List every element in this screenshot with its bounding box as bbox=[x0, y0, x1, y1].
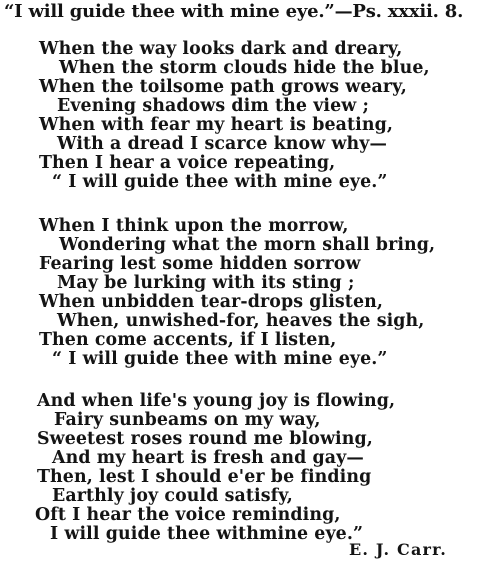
poem-line: Sweetest roses round me blowing, bbox=[37, 429, 373, 449]
poem-line: Earthly joy could satisfy, bbox=[52, 486, 293, 506]
poem-line: With a dread I scarce know why— bbox=[57, 134, 387, 154]
poem-line: When the way looks dark and dreary, bbox=[39, 39, 403, 59]
poem-line: When, unwished-for, heaves the sigh, bbox=[57, 311, 425, 331]
poem-line: Fairy sunbeams on my way, bbox=[54, 410, 321, 430]
poem-line: “ I will guide thee with mine eye.” bbox=[52, 349, 388, 369]
poem-line: When unbidden tear-drops glisten, bbox=[39, 292, 384, 312]
poem-line: May be lurking with its sting ; bbox=[57, 273, 355, 293]
poem-line: Evening shadows dim the view ; bbox=[57, 96, 370, 116]
poem-line: When I think upon the morrow, bbox=[39, 216, 349, 236]
poem-line: Fearing lest some hidden sorrow bbox=[39, 254, 361, 274]
poem-line: I will guide thee withmine eye.” bbox=[50, 524, 364, 544]
poem-line: When the toilsome path grows weary, bbox=[39, 77, 407, 97]
poem-line: Then I hear a voice repeating, bbox=[39, 153, 336, 173]
poem-line: Then come accents, if I listen, bbox=[39, 330, 337, 350]
poem-line: And when life's young joy is flowing, bbox=[37, 391, 396, 411]
poem-line: Wondering what the morn shall bring, bbox=[59, 235, 436, 255]
poem-line: “ I will guide thee with mine eye.” bbox=[52, 172, 388, 192]
poem-line: Then, lest I should e'er be finding bbox=[37, 467, 372, 487]
poem-line: When the storm clouds hide the blue, bbox=[59, 58, 430, 78]
poem-line: Oft I hear the voice reminding, bbox=[35, 505, 341, 525]
author-signature: E. J. Carr. bbox=[349, 540, 448, 559]
poem-line: When with fear my heart is beating, bbox=[39, 115, 394, 135]
epigraph: “I will guide thee with mine eye.”—Ps. xxxii. 8. bbox=[4, 1, 464, 22]
poem-line: And my heart is fresh and gay— bbox=[52, 448, 364, 468]
